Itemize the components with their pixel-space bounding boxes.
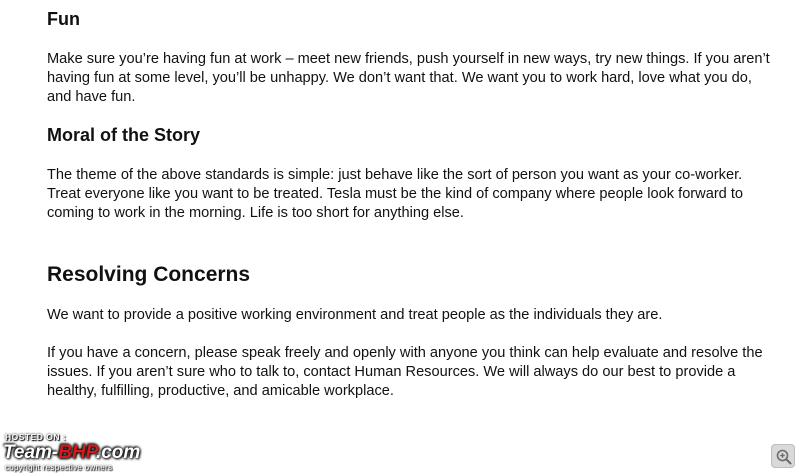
hosting-watermark [3,432,203,472]
zoom-in-icon [775,448,793,466]
resolving-paragraph-1: We want to provide a positive working environment and treat people as the individuals they are. [47,307,663,323]
watermark-logo [3,442,140,464]
watermark-logo-part1: Team- [3,442,59,463]
watermark-hosted-label: HOSTED ON : [5,432,67,442]
zoom-button[interactable] [771,444,795,468]
moral-paragraph: The theme of the above standards is simple: just behave like the sort of person you want as your co-worker. Treat everyone like you want to be treated. Tesla must be the kind of company where people look forward to coming to work in the morning. Life is too short for anything else. [47,167,744,221]
fun-paragraph: Make sure you’re having fun at work – meet new friends, push yourself in new ways, try new things. If you aren’t having fun at some level, you’ll be unhappy. We don’t want that. We want you to work hard, love what you do, and have fun. [47,51,770,105]
watermark-logo-part2: BHP [58,442,96,463]
resolving-paragraph-2: If you have a concern, please speak freely and openly with anyone you think can help evaluate and resolve the issues. If you aren’t sure who to talk to, contact Human Resources. We will always do our best to provide a healthy, fulfilling, productive, and amicable workplace. [47,345,763,399]
watermark-logo-part3: .com [95,442,141,463]
fun-heading: Fun [47,9,80,29]
resolving-heading: Resolving Concerns [47,263,251,286]
moral-heading: Moral of the Story [47,125,201,145]
watermark-copyright: copyright respective owners [5,463,113,472]
